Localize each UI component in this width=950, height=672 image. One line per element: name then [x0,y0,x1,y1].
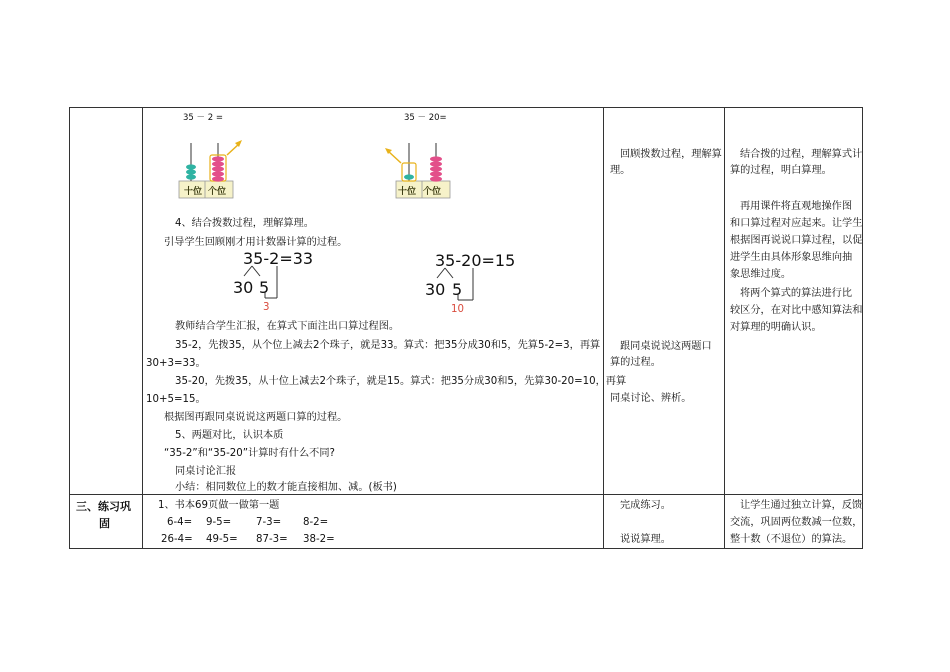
abacus-right-ones-label: 个位 [423,187,442,197]
diagram-left-result: 3 [263,302,270,313]
report-intro: 教师结合学生汇报，在算式下面注出口算过程图。 [175,321,400,332]
table-top-border [69,107,863,108]
step5-question: “35-2”和“35-20”计算时有什么不同? [164,448,335,459]
intent-a2: 算的过程，明白算理。 [730,165,832,176]
practice-row2-item2: 49-5= [206,534,238,545]
practice-row1-item3: 7-3= [256,517,282,528]
step4-title: 4、结合拨数过程，理解算理。 [175,218,314,229]
student-activity-a2: 理。 [610,165,631,176]
diagram-right-result: 10 [451,304,464,315]
practice-task: 1、书本69页做一做第一题 [158,500,280,511]
practice-intent-1: 让学生通过独立计算，反馈 [740,500,863,511]
diagram-left-tens: 30 [233,278,254,297]
practice-row1-item4: 8-2= [303,517,329,528]
step5-discuss: 同桌讨论汇报 [175,466,237,477]
intent-a1: 结合拨的过程，理解算式计 [740,149,863,160]
report-retell: 根据图再跟同桌说说这两题口算的过程。 [164,412,348,423]
table-col-divider-2 [603,107,604,549]
practice-row2-item3: 87-3= [256,534,288,545]
practice-student-1: 完成练习。 [620,500,671,511]
abacus-right-image [382,137,452,199]
report-line1b: 30+3=33。 [146,358,206,369]
diagram-right-ones: 5 [452,280,463,299]
table-col-divider-3 [724,107,725,549]
step4-guide: 引导学生回顾刚才用计数器计算的过程。 [164,237,348,248]
table-bottom-border [69,548,863,549]
table-left-border [69,107,70,549]
intent-b4: 进学生由具体形象思维向抽 [730,252,853,263]
report-line2b: 10+5=15。 [146,394,206,405]
report-line2a: 35-20，先拨35，从十位上减去2个珠子，就是15。算式：把35分成30和5，先算30-20=10，再算 [175,376,627,387]
practice-section-label-line2: 固 [99,517,110,530]
intent-c1: 将两个算式的算法进行比 [740,288,853,299]
intent-c3: 对算理的明确认识。 [730,322,822,333]
table-right-border [862,107,863,549]
intent-b3: 根据图再说说口算过程，以促 [730,235,863,246]
diagram-right-equation: 35-20=15 [435,251,516,270]
equation-35-minus-2: 35 － 2 = [183,113,223,123]
diagram-left-equation: 35-2=33 [243,249,314,268]
practice-intent-2: 交流，巩固两位数减一位数， [730,517,863,528]
diagram-left-ones: 5 [259,278,270,297]
step5-summary: 小结：相同数位上的数才能直接相加、减。(板书) [175,482,397,493]
step5-title: 5、两题对比，认识本质 [175,430,284,441]
student-activity-b1: 跟同桌说说这两题口 [620,341,712,352]
student-activity-a1: 回顾拨数过程，理解算 [620,149,722,160]
table-col-divider-1 [142,107,143,549]
abacus-left-ones-label: 个位 [208,187,227,197]
abacus-left-tens-label: 十位 [184,187,203,197]
table-row-divider [69,494,863,495]
practice-row2-item1: 26-4= [161,534,193,545]
report-line1a: 35-2，先拨35，从个位上减去2个珠子，就是33。算式：把35分成30和5，先算5-2=3，再算 [175,340,601,351]
abacus-right-tens-label: 十位 [398,187,417,197]
student-activity-b2: 算的过程。 [610,357,661,368]
diagram-right-tens: 30 [425,280,446,299]
intent-b5: 象思维过度。 [730,269,792,280]
practice-student-2: 说说算理。 [620,534,671,545]
practice-row1-item1: 6-4= [167,517,193,528]
intent-b2: 和口算过程对应起来。让学生 [730,218,863,229]
practice-row1-item2: 9-5= [206,517,232,528]
student-activity-c: 同桌讨论、辨析。 [610,393,692,404]
practice-section-label-line1: 三、练习巩 [76,500,131,513]
intent-c2: 较区分，在对比中感知算法和 [730,305,863,316]
intent-b1: 再用课件将直观地操作图 [740,201,853,212]
equation-35-minus-20: 35 － 20= [404,113,447,123]
abacus-right-svg [382,137,452,199]
practice-row2-item4: 38-2= [303,534,335,545]
practice-intent-3: 整十数（不退位）的算法。 [730,534,853,545]
